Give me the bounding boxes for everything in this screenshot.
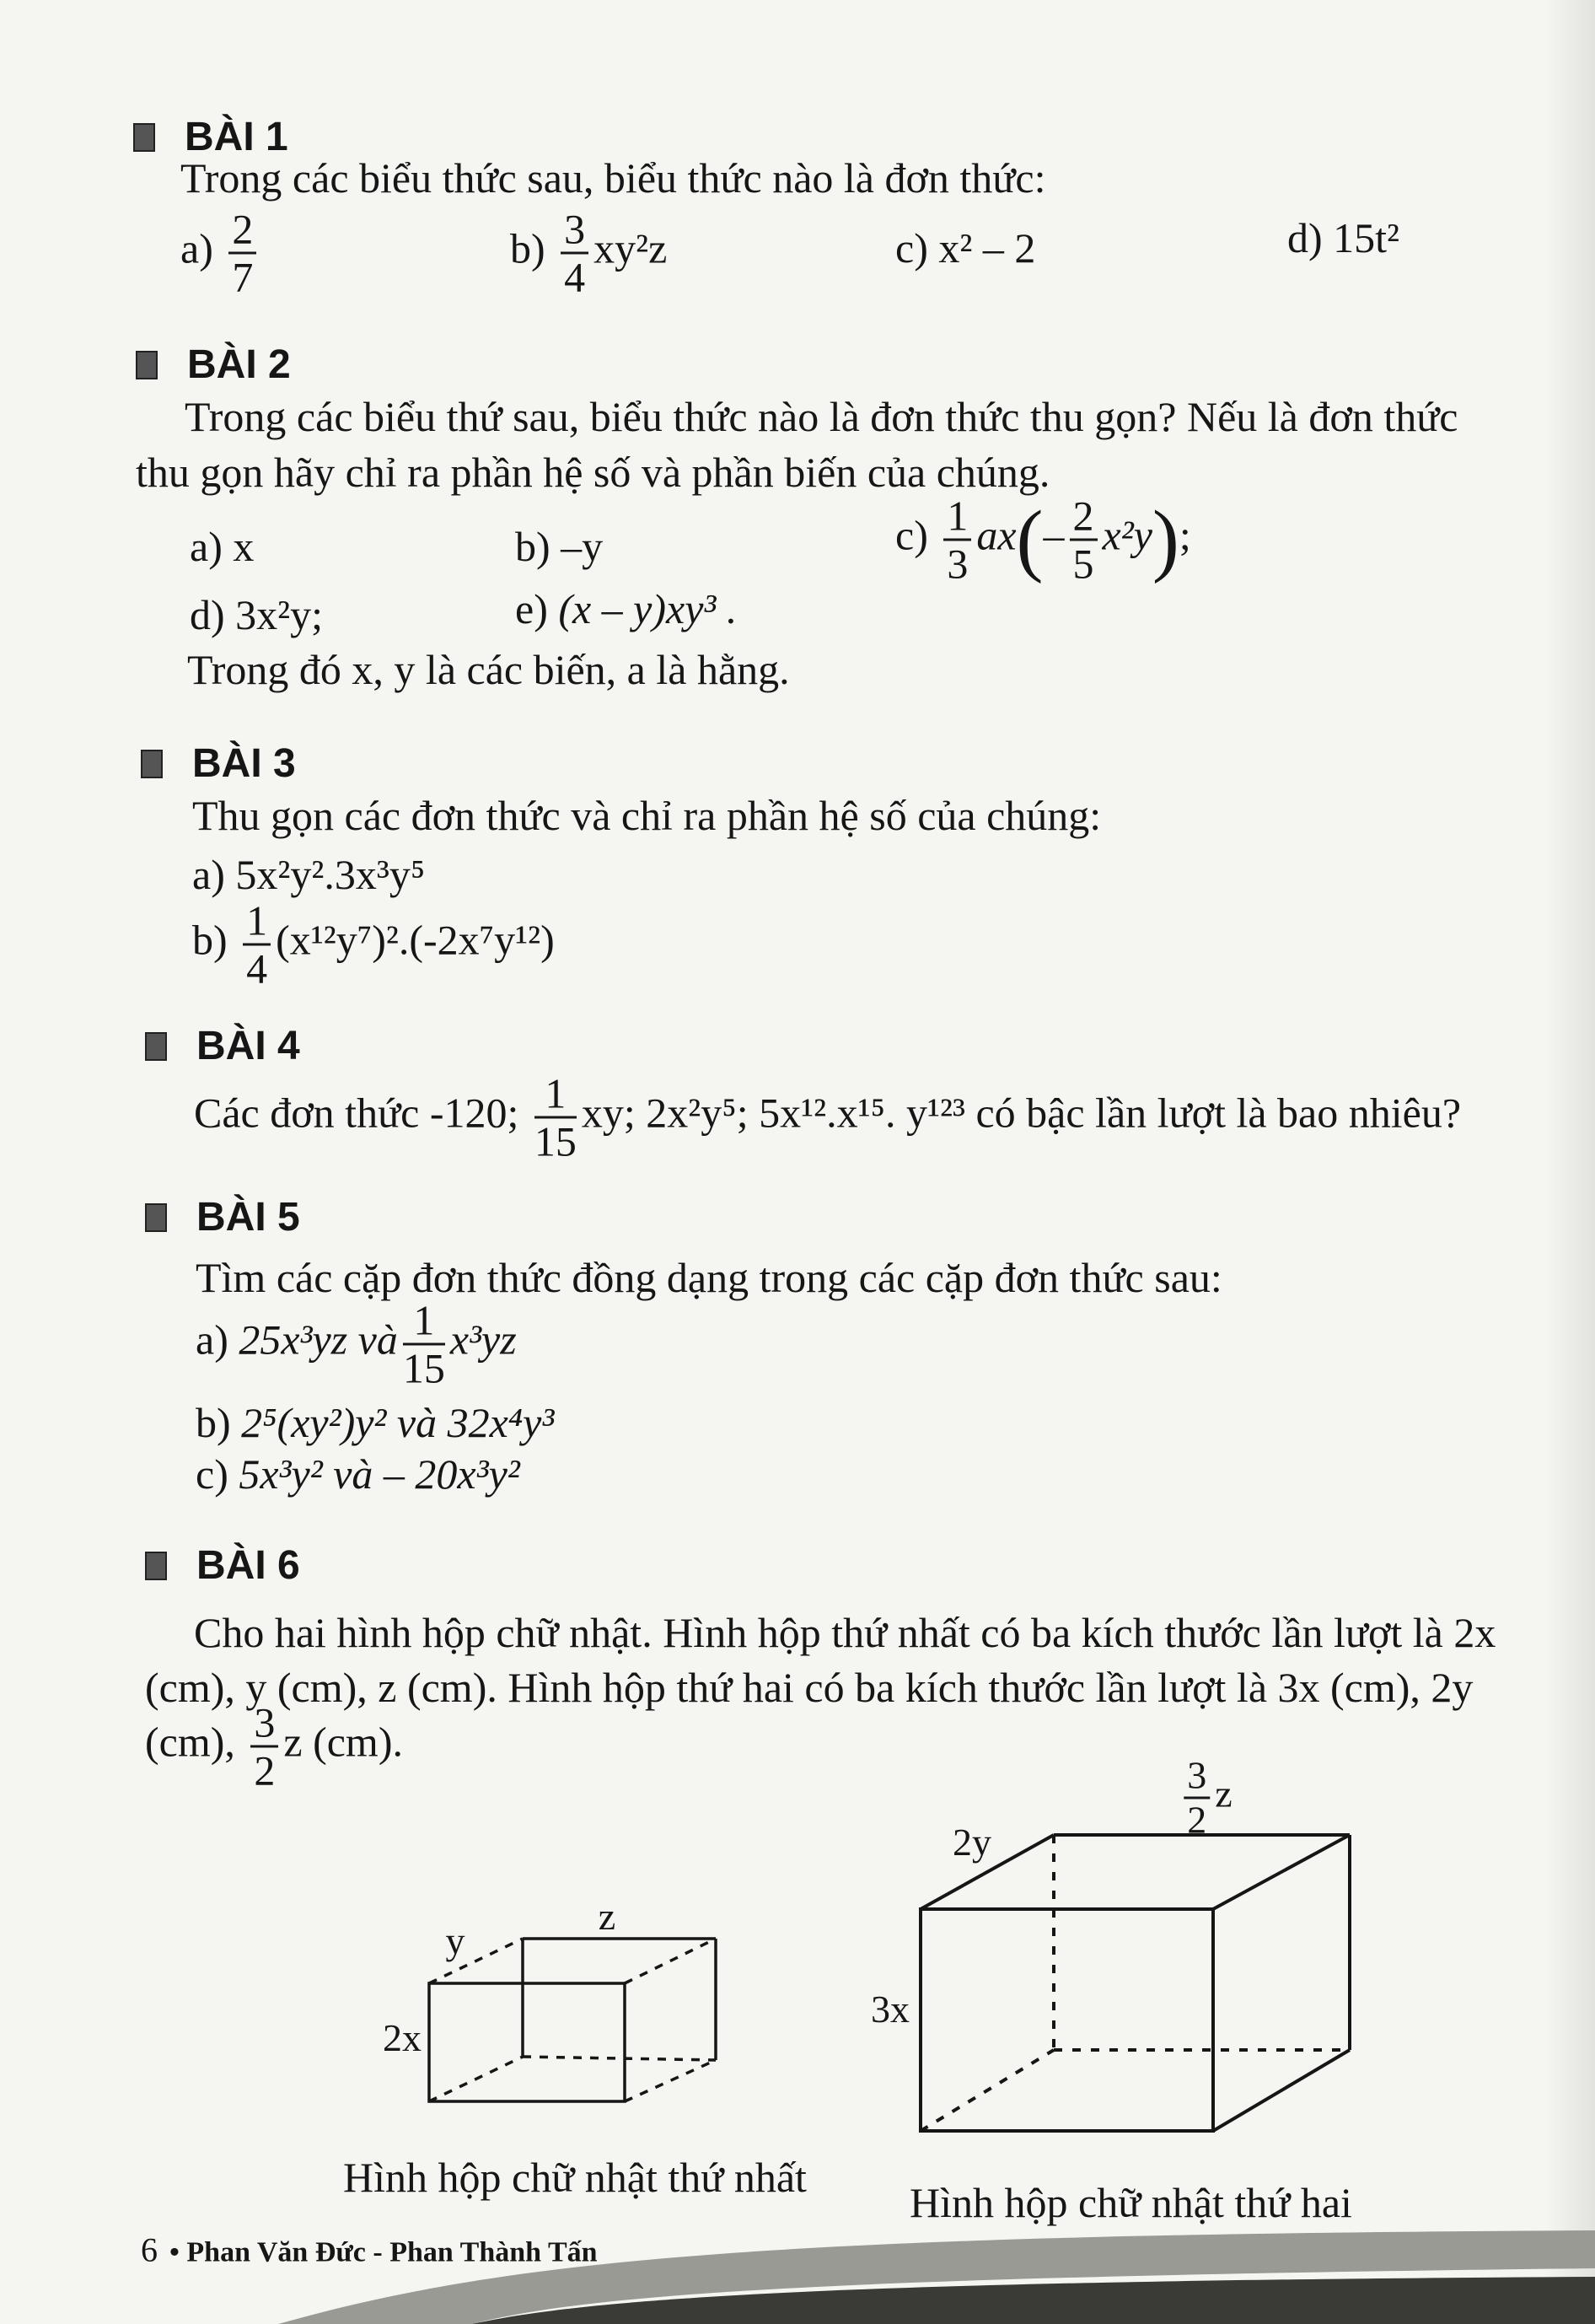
box-2-label-z [1179,1753,1232,1842]
expression: 15t² [1333,214,1400,261]
numerator: 3 [561,208,588,255]
numerator: 1 [534,1073,577,1119]
exercise-5-item-c [196,1447,520,1501]
exercise-3-item-a [192,847,425,901]
denominator: 4 [564,253,586,301]
box-1-label-y: y [445,1919,465,1962]
exercise-3-item-b [192,896,555,993]
item-label: b) [510,224,545,272]
fraction [402,1296,445,1392]
item-label: a) [180,224,213,272]
footer-authors: Phan Văn Đức - Phan Thành Tấn [186,2236,598,2268]
expression: x²y [1102,511,1152,559]
exercise-2-heading: BÀI 2 [187,342,291,387]
expression: 25x³yz và [239,1315,398,1364]
item-label: a) [192,851,225,898]
heading-marker-icon [136,351,158,379]
fraction [943,492,971,588]
expression: (x – y)xy³ . [558,585,738,632]
fraction [250,1698,278,1794]
fraction [1184,1753,1210,1842]
exercise-1-item-c [895,221,1035,275]
expression: ax [976,511,1017,559]
punctuation: ; [1179,511,1191,559]
text: Các đơn thức -120; [194,1089,519,1137]
numerator: 2 [228,208,256,255]
heading-marker-icon [145,1552,167,1580]
exercise-1-heading: BÀI 1 [185,115,288,159]
box-1-diagram [429,1939,716,2101]
denominator: 15 [402,1344,445,1392]
exercise-2-item-c [895,492,1191,588]
denominator: 5 [1072,540,1094,588]
denominator: 4 [246,944,268,993]
numerator: 3 [1184,1756,1210,1799]
expression: x [233,523,255,570]
exercise-6-heading: BÀI 6 [196,1543,300,1588]
denominator: 7 [232,253,254,301]
exercise-6-text-line-3 [145,1698,403,1794]
box-1-caption: Hình hộp chữ nhật thứ nhất [343,2154,807,2201]
exercise-4-heading: BÀI 4 [196,1024,300,1068]
expression: 2⁵(xy²)y² và 32x⁴y³ [241,1399,555,1446]
box-2-diagram [921,1835,1350,2131]
exercise-5-item-b [196,1396,554,1450]
denominator: 15 [534,1117,577,1165]
item-label: a) [190,523,223,570]
box-2-label-x: 3x [871,1988,910,2031]
exercise-2-item-d [190,588,323,642]
exercise-4-text [194,1069,1462,1165]
exercise-1-item-d [1287,211,1399,265]
left-paren: ( [1016,493,1044,584]
numerator: 3 [250,1702,278,1748]
expression: x³yz [449,1315,517,1364]
expression: (x¹²y⁷)².(-2x⁷y¹²) [276,916,555,964]
item-label: d) [190,591,225,638]
item-label: c) [895,224,928,272]
exercise-5-text: Tìm các cặp đơn thức đồng dạng trong các cặp đơn thức sau: [196,1254,1222,1301]
expression: xy²z [593,224,668,272]
heading-marker-icon [141,750,163,778]
expression: 5x²y².3x³y⁵ [235,851,426,898]
expression: 5x³y² và – 20x³y² [239,1450,520,1498]
fraction [534,1069,577,1165]
text: z (cm). [283,1718,403,1766]
item-label: e) [515,585,548,632]
page-number: 6 [141,2230,158,2269]
numerator: 1 [243,900,271,946]
item-label: c) [895,511,928,559]
footer-bullet: • [169,2236,180,2268]
item-label: b) [196,1399,231,1446]
exercise-2-text-line-1: Trong các biểu thứ sau, biểu thức nào là đơn thức thu gọn? Nếu là đơn thức [185,393,1458,440]
item-label: a) [196,1315,228,1364]
exercise-2-item-e [515,582,737,636]
expression: x² – 2 [938,224,1036,272]
box-2-label-y: 2y [953,1821,991,1864]
exercise-6-text-line-1: Cho hai hình hộp chữ nhật. Hình hộp thứ nhất có ba kích thước lần lượt là 2x [194,1609,1496,1656]
numerator: 2 [1070,495,1098,541]
exercise-2-item-b [515,519,603,573]
exercise-3-text: Thu gọn các đơn thức và chỉ ra phần hệ số của chúng: [192,792,1102,839]
exercise-5-item-a [196,1296,517,1392]
expression: 3x²y; [235,591,324,638]
denominator: 3 [947,540,969,588]
item-label: b) [515,523,550,570]
box-2-caption: Hình hộp chữ nhật thứ hai [910,2179,1352,2226]
item-label: b) [192,916,228,964]
exercise-6-text-line-2: (cm), y (cm), z (cm). Hình hộp thứ hai có ba kích thước lần lượt là 3x (cm), 2y [145,1664,1474,1711]
exercise-2-item-a [190,519,254,573]
heading-marker-icon [145,1203,167,1232]
page-footer [141,2230,598,2270]
sign: – [1043,511,1065,559]
item-label: d) [1287,214,1323,261]
denominator: 2 [1187,1798,1207,1842]
numerator: 1 [943,495,971,541]
text: xy; 2x²y⁵; 5x¹².x¹⁵. y¹²³ có bậc lần lượt là bao nhiêu? [581,1089,1462,1137]
exercise-3-heading: BÀI 3 [192,741,296,786]
right-paren: ) [1152,493,1179,584]
text: (cm), [145,1718,235,1766]
fraction [228,205,256,301]
variable: z [1215,1772,1232,1816]
heading-marker-icon [145,1032,167,1061]
denominator: 2 [254,1746,276,1794]
heading-marker-icon [133,123,155,152]
item-label: c) [196,1450,228,1498]
fraction [243,896,271,993]
box-1-label-z: z [598,1895,616,1938]
exercise-1-item-a [180,205,261,301]
exercise-2-note: Trong đó x, y là các biến, a là hằng. [187,646,790,693]
numerator: 1 [403,1299,445,1346]
box-1-label-x: 2x [383,2016,422,2059]
exercise-1-item-b [510,205,668,301]
expression: –y [561,523,604,570]
exercise-1-text: Trong các biểu thức sau, biểu thức nào là đơn thức: [180,154,1046,202]
exercise-5-heading: BÀI 5 [196,1195,300,1240]
exercise-2-text-line-2: thu gọn hãy chỉ ra phần hệ số và phần biến của chúng. [136,449,1050,496]
fraction [1070,492,1098,588]
fraction [561,205,588,301]
